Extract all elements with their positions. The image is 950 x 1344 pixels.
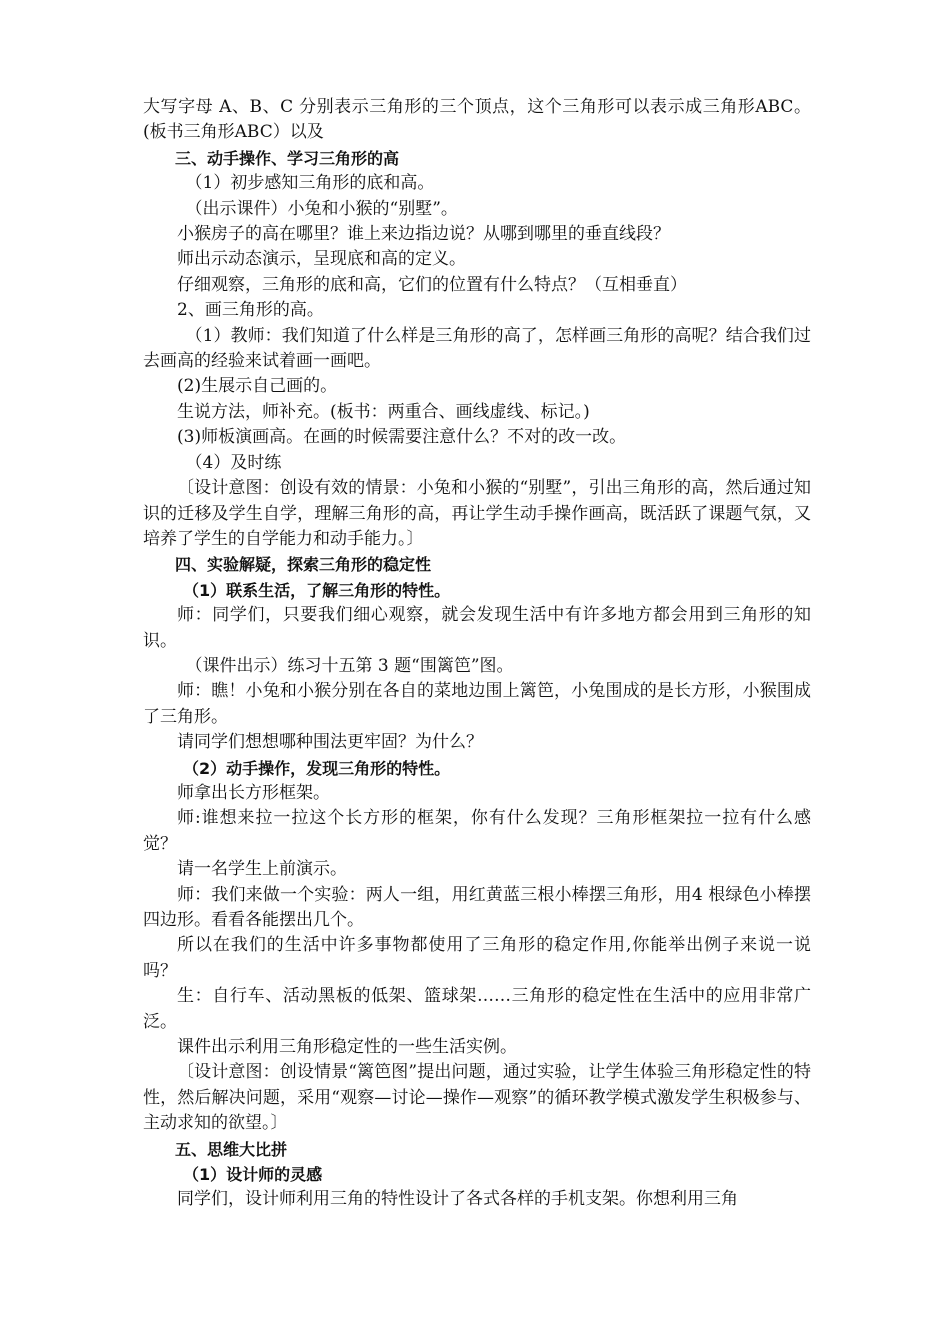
paragraph: 生说方法，师补充。(板书：两重合、画线虚线、标记。) xyxy=(177,401,590,422)
section-heading: 三、动手操作、学习三角形的高 xyxy=(175,148,400,168)
paragraph: 仔细观察，三角形的底和高，它们的位置有什么特点？（互相垂直） xyxy=(177,274,687,295)
paragraph: 课件出示利用三角形稳定性的一些生活实例。 xyxy=(177,1037,517,1058)
paragraph: 2、画三角形的高。 xyxy=(177,300,324,321)
paragraph: （1）教师：我们知道了什么样是三角形的高了，怎样画三角形的高呢？结合我们过去画高的经验来试着画一画吧。 xyxy=(143,325,811,372)
paragraph: 〔设计意图：创设情景“篱笆图”提出问题，通过实验，让学生体验三角形稳定性的特性，然后解决问题，采用“观察—讨论—操作—观察”的循环教学模式激发学生积极参与、主动求知的欲望。〕 xyxy=(143,1062,811,1134)
document-body xyxy=(143,95,811,1213)
paragraph: 师：我们来做一个实验：两人一组，用红黄蓝三根小棒摆三角形，用4 根绿色小棒摆四边形。看看各能摆出几个。 xyxy=(143,884,811,930)
paragraph: 小猴房子的高在哪里？谁上来边指边说？从哪到哪里的垂直线段？ xyxy=(177,224,670,245)
section-heading: 四、实验解疑，探索三角形的稳定性 xyxy=(175,555,432,575)
paragraph: 生：自行车、活动黑板的低架、篮球架……三角形的稳定性在生活中的应用非常广泛。 xyxy=(143,986,811,1032)
paragraph: 师:谁想来拉一拉这个长方形的框架，你有什么发现？三角形框架拉一拉有什么感觉？ xyxy=(143,808,811,854)
paragraph: 〔设计意图：创设有效的情景：小兔和小猴的“别墅”，引出三角形的高，然后通过知识的迁移及学生自学，理解三角形的高，再让学生动手操作画高，既活跃了课题气氛，又培养了学生的自学能力和动手能力。〕 xyxy=(143,478,811,549)
paragraph: 大写字母 A、B、C 分别表示三角形的三个顶点，这个三角形可以表示成三角形ABC。(板书三角形ABC）以及 xyxy=(143,97,811,143)
paragraph: 师拿出长方形框架。 xyxy=(177,782,330,803)
paragraph: （出示课件）小兔和小猴的“别墅”。 xyxy=(185,198,458,219)
section-heading: 五、思维大比拼 xyxy=(175,1139,288,1159)
paragraph: 师：同学们，只要我们细心观察，就会发现生活中有许多地方都会用到三角形的知识。 xyxy=(143,605,811,651)
section-heading: （1）联系生活，了解三角形的特性。 xyxy=(183,580,451,600)
paragraph: （课件出示）练习十五第 3 题“围篱笆”图。 xyxy=(185,655,514,676)
section-heading: （1）设计师的灵感 xyxy=(183,1165,323,1185)
paragraph: 师出示动态演示，呈现底和高的定义。 xyxy=(177,249,466,270)
paragraph: （1）初步感知三角形的底和高。 xyxy=(185,173,435,194)
paragraph: 师：瞧！小兔和小猴分别在各自的菜地边围上篱笆，小兔围成的是长方形，小猴围成了三角形。 xyxy=(143,681,811,727)
paragraph: 请一名学生上前演示。 xyxy=(177,859,347,880)
paragraph: 请同学们想想哪种围法更牢固？为什么？ xyxy=(177,732,483,753)
paragraph: (3)师板演画高。在画的时候需要注意什么？不对的改一改。 xyxy=(177,427,627,448)
paragraph: (2)生展示自己画的。 xyxy=(177,376,338,397)
paragraph: 所以在我们的生活中许多事物都使用了三角形的稳定作用,你能举出例子来说一说吗？ xyxy=(143,935,811,981)
paragraph: 同学们，设计师利用三角的特性设计了各式各样的手机支架。你想利用三角 xyxy=(177,1189,738,1210)
section-heading: （2）动手操作，发现三角形的特性。 xyxy=(183,758,451,778)
paragraph: （4）及时练 xyxy=(185,452,282,473)
